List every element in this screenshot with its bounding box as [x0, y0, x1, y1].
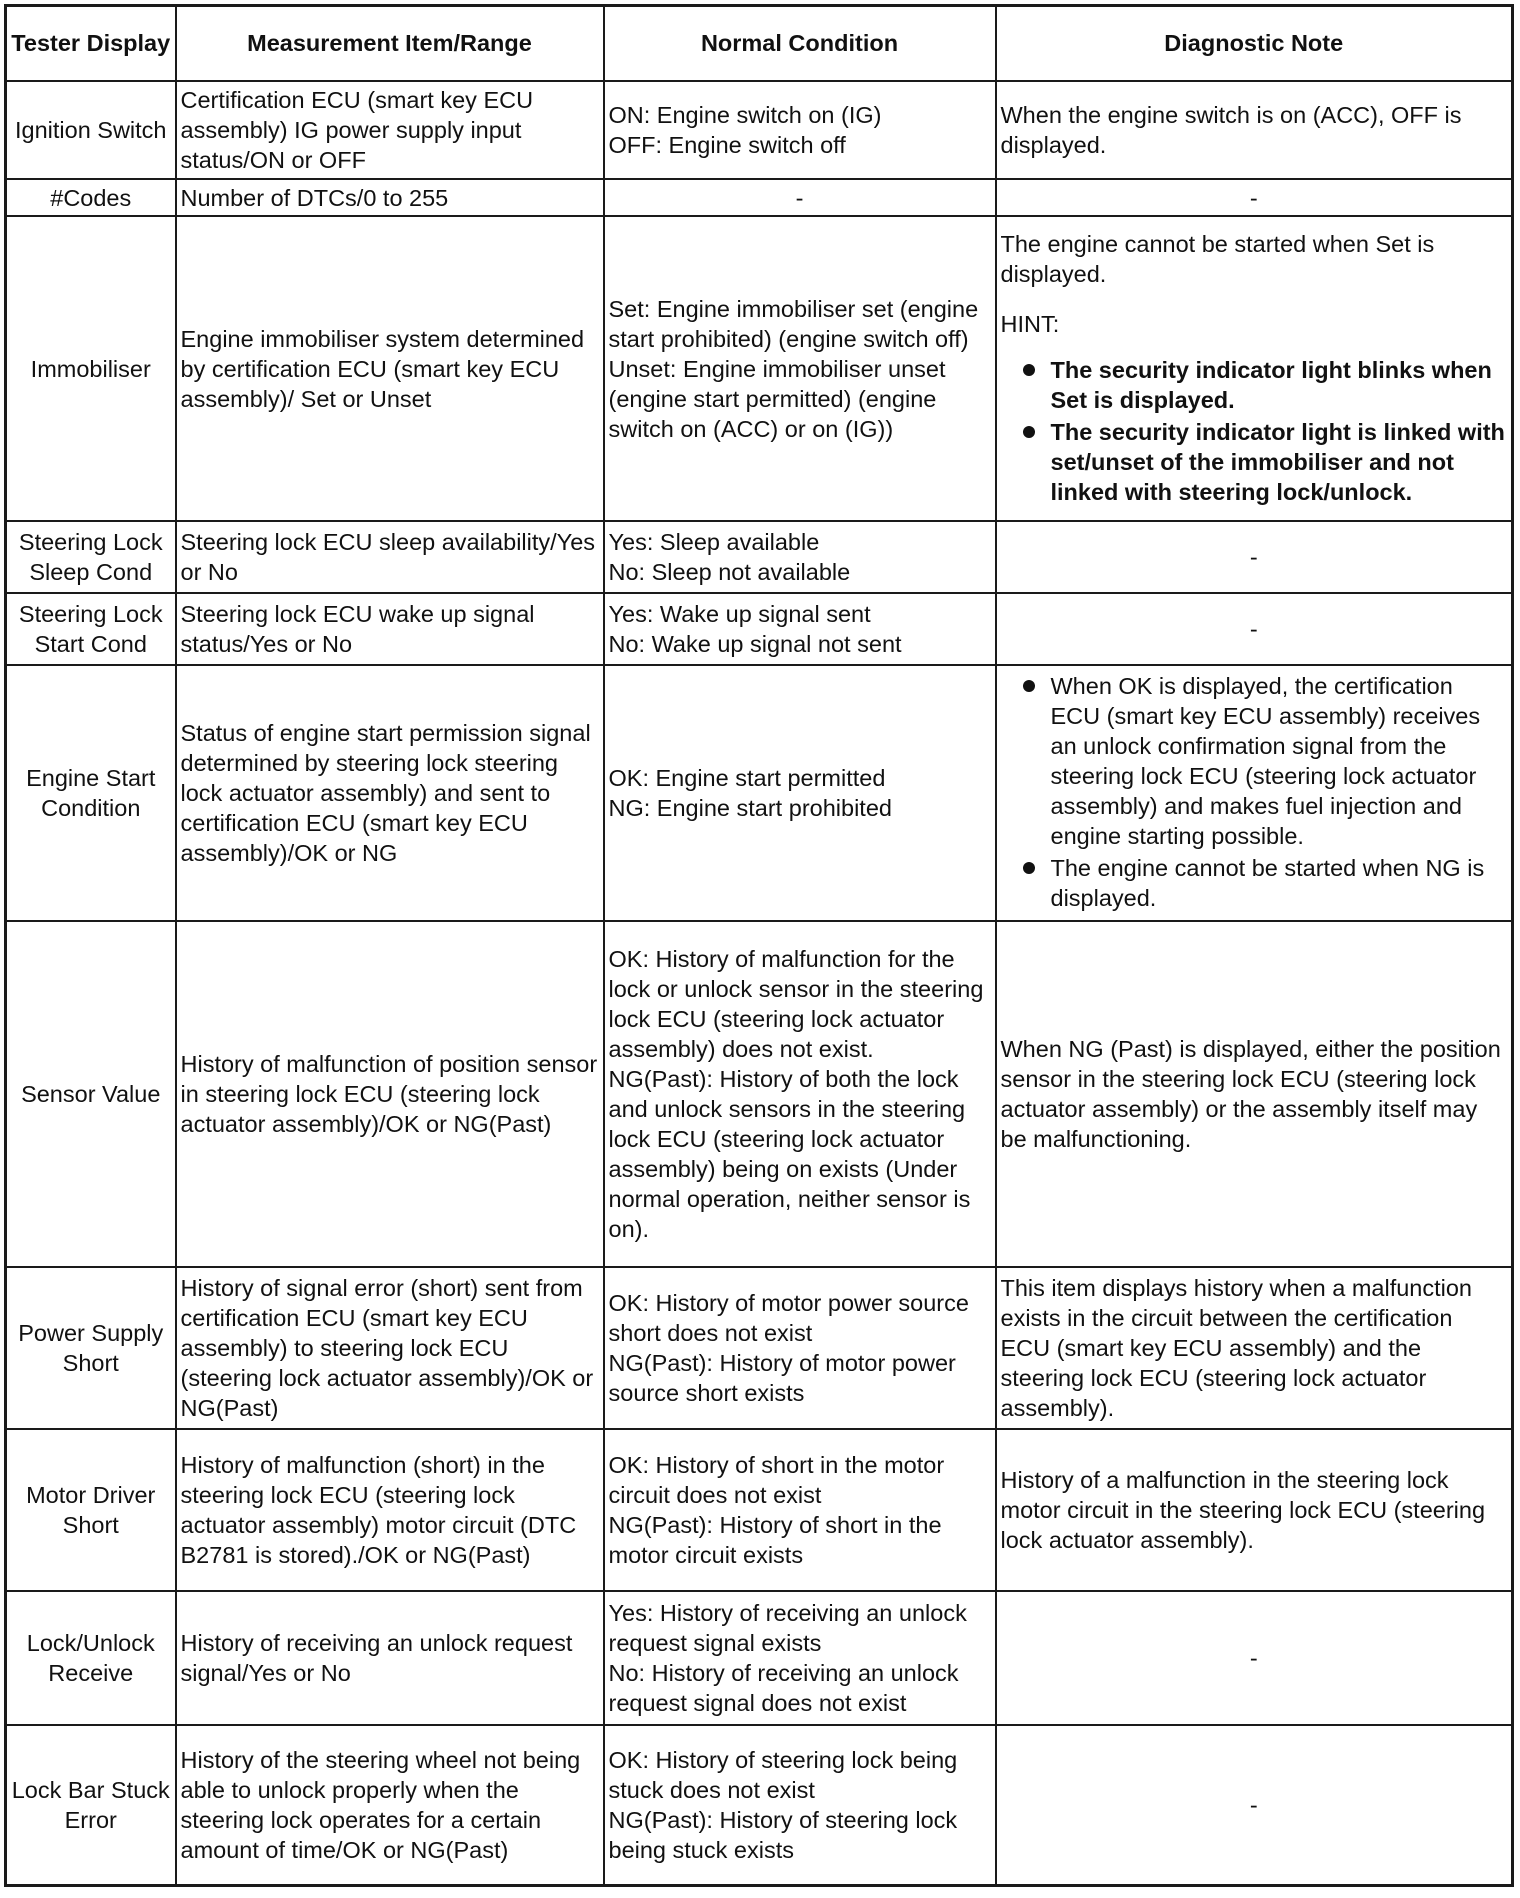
normal-condition-cell	[604, 521, 996, 593]
normal-line: Yes: History of receiving an unlock request signal exists	[608, 1600, 967, 1656]
bullet-item	[1001, 671, 1508, 851]
bullet-item	[1001, 355, 1508, 415]
diagnostic-note-cell: -	[996, 179, 1513, 216]
diagnostic-note-cell: -	[996, 1591, 1513, 1725]
header-row	[6, 6, 1513, 82]
measurement-cell: History of malfunction (short) in the steering lock ECU (steering lock actuator assembly) motor circuit (DTC B2781 is stored)./OK or NG(Past)	[176, 1429, 604, 1591]
bullet-item	[1001, 417, 1508, 507]
measurement-cell: History of receiving an unlock request signal/Yes or No	[176, 1591, 604, 1725]
bullet-dot-icon	[1023, 364, 1035, 376]
table-row	[6, 921, 1513, 1267]
normal-condition-cell	[604, 1267, 996, 1429]
diagnostic-note-cell: -	[996, 521, 1513, 593]
normal-line: OK: History of motor power source short does not exist	[608, 1290, 969, 1346]
tester-display-cell: Power Supply Short	[6, 1267, 176, 1429]
table-row	[6, 1429, 1513, 1591]
normal-line: NG: Engine start prohibited	[608, 795, 892, 821]
measurement-cell: Status of engine start permission signal determined by steering lock steering lock actuator assembly) and sent to certification ECU (smart key ECU assembly)/OK or NG	[176, 665, 604, 921]
normal-line: Unset: Engine immobiliser unset (engine start permitted) (engine switch on (ACC) or on (IG))	[608, 355, 946, 442]
normal-line: NG(Past): History of both the lock and unlock sensors in the steering lock ECU (steering lock actuator assembly) being on exists (Under normal operation, neither sensor is on).	[608, 1066, 971, 1242]
normal-condition-cell	[604, 1591, 996, 1725]
bullet-text: The security indicator light is linked with set/unset of the immobiliser and not linked with steering lock/unlock.	[1050, 418, 1505, 505]
tester-display-cell: Immobiliser	[6, 216, 176, 521]
measurement-cell: History of signal error (short) sent from certification ECU (smart key ECU assembly) to steering lock ECU (steering lock actuator assembly)/OK or NG(Past)	[176, 1267, 604, 1429]
measurement-cell: Steering lock ECU sleep availability/Yes or No	[176, 521, 604, 593]
table-row	[6, 81, 1513, 179]
header-normal-condition: Normal Condition	[604, 6, 996, 82]
normal-line: No: History of receiving an unlock request signal does not exist	[608, 1660, 959, 1716]
diagnostic-note-cell: This item displays history when a malfunction exists in the circuit between the certification ECU (smart key ECU assembly) and the steering lock ECU (steering lock actuator assembly).	[996, 1267, 1513, 1429]
normal-condition-cell	[604, 1725, 996, 1885]
tester-display-cell: Steering Lock Sleep Cond	[6, 521, 176, 593]
header-measurement: Measurement Item/Range	[176, 6, 604, 82]
tester-display-cell: Ignition Switch	[6, 81, 176, 179]
normal-line: NG(Past): History of steering lock being stuck exists	[608, 1806, 958, 1863]
normal-condition-cell	[604, 1429, 996, 1591]
normal-condition-cell	[604, 216, 996, 521]
bullet-text: The security indicator light blinks when Set is displayed.	[1050, 356, 1492, 413]
normal-line: ON: Engine switch on (IG)	[608, 102, 882, 128]
normal-line: NG(Past): History of motor power source short exists	[608, 1350, 956, 1406]
table-row	[6, 665, 1513, 921]
normal-line: Yes: Sleep available	[608, 529, 820, 555]
normal-condition-cell	[604, 81, 996, 179]
tester-display-cell: #Codes	[6, 179, 176, 216]
measurement-cell: Number of DTCs/0 to 255	[176, 179, 604, 216]
header-tester-display: Tester Display	[6, 6, 176, 82]
measurement-cell: Steering lock ECU wake up signal status/Yes or No	[176, 593, 604, 665]
table-row	[6, 179, 1513, 216]
normal-line: OFF: Engine switch off	[608, 132, 846, 158]
diagnostic-note-cell	[996, 665, 1513, 921]
normal-line: Set: Engine immobiliser set (engine start prohibited) (engine switch off)	[608, 295, 979, 352]
tester-display-cell: Engine Start Condition	[6, 665, 176, 921]
normal-line: No: Sleep not available	[608, 559, 851, 585]
normal-condition-cell	[604, 665, 996, 921]
bullet-dot-icon	[1023, 680, 1035, 692]
measurement-cell: Certification ECU (smart key ECU assembly) IG power supply input status/ON or OFF	[176, 81, 604, 179]
diagnostic-note-cell: History of a malfunction in the steering lock motor circuit in the steering lock ECU (steering lock actuator assembly).	[996, 1429, 1513, 1591]
table-row	[6, 1267, 1513, 1429]
bullet-text: The engine cannot be started when NG is displayed.	[1050, 855, 1485, 911]
header-diagnostic-note: Diagnostic Note	[996, 6, 1513, 82]
note-bullet-list	[1001, 671, 1508, 913]
table-row	[6, 1725, 1513, 1885]
table-row	[6, 593, 1513, 665]
bullet-item	[1001, 853, 1508, 913]
hint-label: HINT:	[1000, 310, 1060, 337]
diagnostic-note-cell: When NG (Past) is displayed, either the position sensor in the steering lock ECU (steering lock actuator assembly) or the assembly itself may be malfunctioning.	[996, 921, 1513, 1267]
diagnostic-note-cell: -	[996, 593, 1513, 665]
normal-condition-cell: -	[604, 179, 996, 216]
tester-display-cell: Steering Lock Start Cond	[6, 593, 176, 665]
normal-line: OK: Engine start permitted	[608, 765, 886, 791]
tester-display-cell: Sensor Value	[6, 921, 176, 1267]
bullet-dot-icon	[1023, 426, 1035, 438]
tester-display-cell: Motor Driver Short	[6, 1429, 176, 1591]
data-list-table	[4, 4, 1514, 1887]
normal-line: OK: History of short in the motor circuit does not exist	[608, 1452, 945, 1508]
normal-condition-cell	[604, 593, 996, 665]
measurement-cell: History of malfunction of position sensor in steering lock ECU (steering lock actuator assembly)/OK or NG(Past)	[176, 921, 604, 1267]
normal-line: OK: History of malfunction for the lock or unlock sensor in the steering lock ECU (steering lock actuator assembly) does not exist.	[608, 946, 984, 1062]
normal-condition-cell	[604, 921, 996, 1267]
tester-display-cell: Lock Bar Stuck Error	[6, 1725, 176, 1885]
normal-line: NG(Past): History of short in the motor circuit exists	[608, 1512, 942, 1568]
measurement-cell: Engine immobiliser system determined by certification ECU (smart key ECU assembly)/ Set or Unset	[176, 216, 604, 521]
normal-line: Yes: Wake up signal sent	[608, 601, 871, 627]
table-row	[6, 521, 1513, 593]
bullet-text: When OK is displayed, the certification ECU (smart key ECU assembly) receives an unlock confirmation signal from the steering lock ECU (steering lock actuator assembly) and makes fuel injection and engine starting possible.	[1050, 673, 1481, 849]
normal-line: No: Wake up signal not sent	[608, 631, 902, 657]
normal-line: OK: History of steering lock being stuck does not exist	[608, 1746, 958, 1803]
measurement-cell: History of the steering wheel not being able to unlock properly when the steering lock operates for a certain amount of time/OK or NG(Past)	[176, 1725, 604, 1885]
note-text: The engine cannot be started when Set is displayed.	[1000, 230, 1435, 287]
tester-display-cell: Lock/Unlock Receive	[6, 1591, 176, 1725]
diagnostic-note-cell: When the engine switch is on (ACC), OFF is displayed.	[996, 81, 1513, 179]
diagnostic-note-cell	[996, 216, 1513, 521]
hint-bullet-list	[1001, 355, 1508, 507]
table-row	[6, 1591, 1513, 1725]
diagnostic-note-cell: -	[996, 1725, 1513, 1885]
table-row	[6, 216, 1513, 521]
bullet-dot-icon	[1023, 862, 1035, 874]
